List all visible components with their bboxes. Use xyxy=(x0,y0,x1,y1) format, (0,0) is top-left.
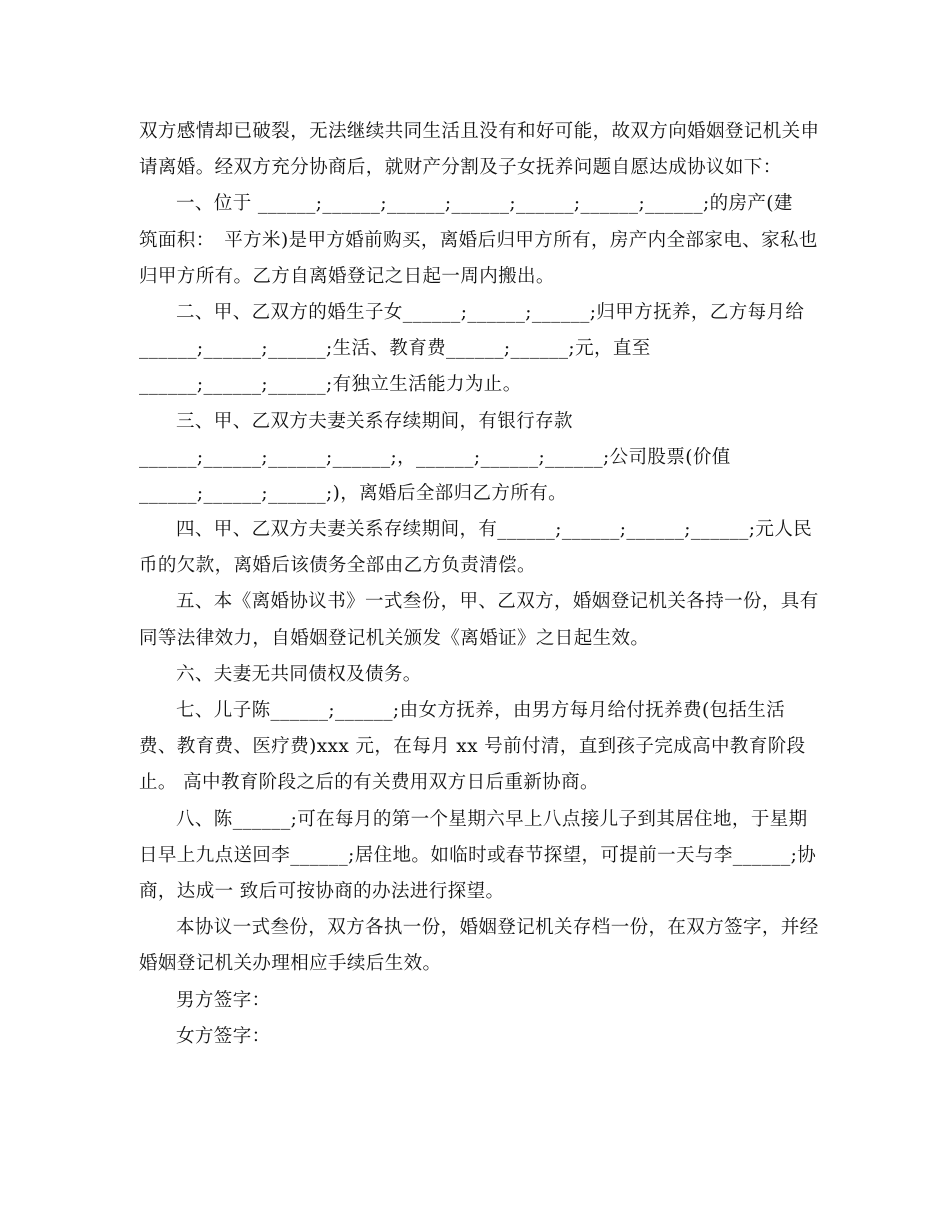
clause-1-line: 一、位于 ______;______;______;______;______;______;______;的房产(建 xyxy=(176,193,793,215)
text-line: 币的欠款，离婚后该债务全部由乙方负责清偿。 xyxy=(139,555,536,577)
text-line: 日早上九点送回李______;居住地。如临时或春节探望，可提前一天与李______;协 xyxy=(139,844,817,866)
text-line: ______;______;______;)，离婚后全部归乙方所有。 xyxy=(139,482,568,504)
text-line: 双方感情却已破裂，无法继续共同生活且没有和好可能，故双方向婚姻登记机关申 xyxy=(139,121,820,142)
clause-7-line: 七、儿子陈______;______;由女方抚养，由男方每月给付抚养费(包括生活 xyxy=(176,700,786,721)
text-line: 请离婚。经双方充分协商后，就财产分割及子女抚养问题自愿达成协议如下： xyxy=(139,157,782,179)
text-line: 筑面积： 平方米)是甲方婚前购买，离婚后归甲方所有，房产内全部家电、家私也 xyxy=(139,229,818,251)
closing-paragraph-line: 本协议一式叁份，双方各执一份，婚姻登记机关存档一份，在双方签字，并经 xyxy=(176,917,819,939)
text-line: 归甲方所有。乙方自离婚登记之日起一周内搬出。 xyxy=(139,265,555,287)
text-line: 止。 高中教育阶段之后的有关费用双方日后重新协商。 xyxy=(139,772,599,794)
female-signature-label: 女方签字： xyxy=(176,1025,271,1047)
text-line: 同等法律效力，自婚姻登记机关颁发《离婚证》之日起生效。 xyxy=(139,627,650,649)
clause-8-line: 八、陈______;可在每月的第一个星期六早上八点接儿子到其居住地，于星期 xyxy=(176,808,808,830)
text-line: 婚姻登记机关办理相应手续后生效。 xyxy=(139,953,442,975)
agreement-body xyxy=(139,114,819,1055)
text-line: ______;______;______;生活、教育费______;______;元，直至 xyxy=(139,338,651,360)
clause-6-line: 六、夫妻无共同债权及债务。 xyxy=(176,663,422,685)
clause-4-line: 四、甲、乙双方夫妻关系存续期间，有______;______;______;______;元人民 xyxy=(176,519,813,541)
text-line: 商，达成一 致后可按协商的办法进行探望。 xyxy=(139,880,505,902)
text-line: 费、教育费、医疗费)xxx 元，在每月 xx 号前付清，直到孩子完成高中教育阶段 xyxy=(139,736,806,758)
text-line: ______;______;______;______;，______;______;______;公司股票(价值 xyxy=(139,446,731,468)
male-signature-label: 男方签字： xyxy=(176,989,271,1011)
clause-2-line: 二、甲、乙双方的婚生子女______;______;______;归甲方抚养，乙方每月给 xyxy=(176,301,805,323)
text-line: ______;______;______;有独立生活能力为止。 xyxy=(139,374,522,396)
clause-5-line: 五、本《离婚协议书》一式叁份，甲、乙双方，婚姻登记机关各持一份，具有 xyxy=(176,591,819,613)
clause-3-line: 三、甲、乙双方夫妻关系存续期间，有银行存款 xyxy=(176,410,573,432)
